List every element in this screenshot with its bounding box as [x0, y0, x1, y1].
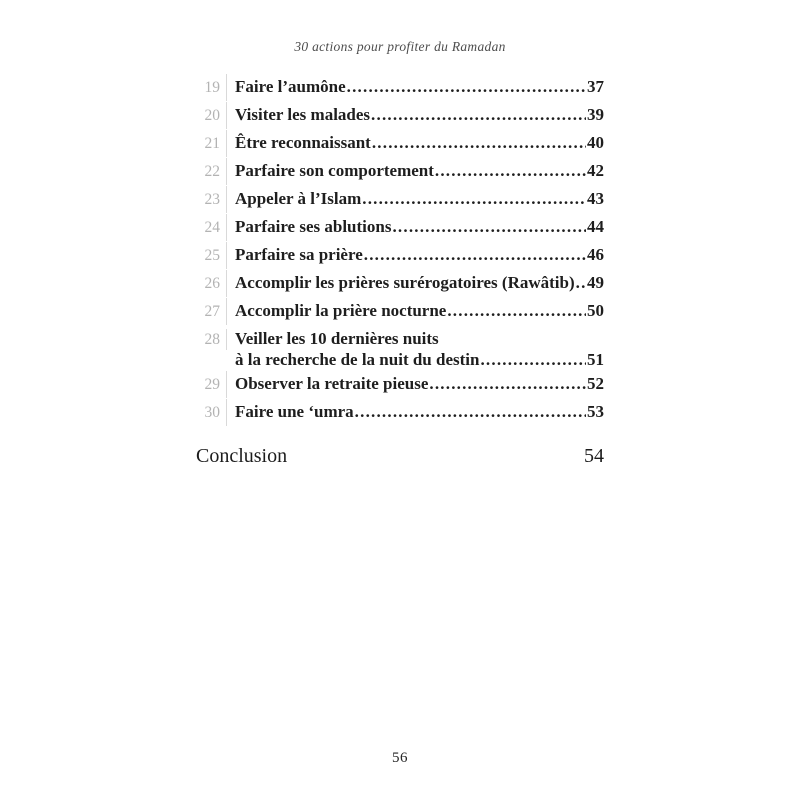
chapter-title: Accomplir la prière nocturne: [235, 301, 447, 320]
chapter-entry-body: [235, 101, 604, 128]
chapter-page: 40: [587, 133, 604, 152]
toc-entry: [196, 157, 604, 185]
chapter-page: 46: [587, 245, 604, 264]
chapter-page: 37: [587, 77, 604, 96]
folio-page-number: 56: [392, 750, 408, 766]
toc-entry: [196, 297, 604, 325]
chapter-title-line1: [235, 101, 604, 128]
chapter-title-line1: [235, 213, 604, 240]
chapter-entry-body: [235, 157, 604, 184]
chapter-entry-body: [235, 398, 604, 425]
chapter-page: 51: [587, 350, 604, 369]
chapter-entry-body: [235, 129, 604, 156]
dot-leader: [371, 101, 586, 128]
toc-entry: [196, 370, 604, 398]
dot-leader: [364, 241, 586, 268]
chapter-title: Faire l’aumône: [235, 77, 346, 96]
chapter-page: 44: [587, 217, 604, 236]
chapter-number: 25: [196, 242, 227, 269]
chapter-title-line1: [235, 129, 604, 156]
dot-leader: [347, 73, 586, 100]
chapter-entry-body: [235, 370, 604, 397]
conclusion-page: 54: [584, 445, 604, 467]
toc-entry: [196, 398, 604, 426]
dot-leader: [355, 398, 586, 425]
toc-entry: [196, 269, 604, 297]
dot-leader: [429, 370, 586, 397]
chapter-number: 27: [196, 298, 227, 325]
dot-leader: [392, 213, 586, 240]
chapter-title: Parfaire son comportement: [235, 161, 434, 180]
chapter-title-line1: [235, 297, 604, 324]
chapter-title-line1: [235, 241, 604, 268]
dot-leader: [480, 349, 586, 370]
chapter-title: Parfaire sa prière: [235, 245, 363, 264]
conclusion-row: [196, 443, 604, 470]
chapter-page: 53: [587, 402, 604, 421]
chapter-number: 21: [196, 130, 227, 157]
toc-list: [196, 73, 604, 426]
chapter-title-line1: [235, 157, 604, 184]
chapter-number: 20: [196, 102, 227, 129]
chapter-title: Observer la retraite pieuse: [235, 374, 429, 393]
chapter-page: 43: [587, 189, 604, 208]
chapter-entry-body: [235, 185, 604, 212]
chapter-number: 19: [196, 74, 227, 101]
chapter-number: 23: [196, 186, 227, 213]
dot-leader: [435, 157, 586, 184]
chapter-title-line1: [235, 398, 604, 425]
chapter-title-continued: à la recherche de la nuit du destin: [235, 350, 480, 369]
toc-entry: [196, 73, 604, 101]
chapter-page: 39: [587, 105, 604, 124]
toc-entry: [196, 213, 604, 241]
chapter-title-line2: [235, 349, 604, 370]
chapter-page: 49: [587, 273, 604, 292]
chapter-title: Accomplir les prières surérogatoires (Rawâtib): [235, 273, 575, 292]
chapter-title: Appeler à l’Islam: [235, 189, 362, 208]
dot-leader: [362, 185, 586, 212]
chapter-title: Parfaire ses ablutions: [235, 217, 392, 236]
chapter-entry-body: [235, 297, 604, 324]
chapter-number: 22: [196, 158, 227, 185]
chapter-number: 30: [196, 399, 227, 426]
chapter-entry-body: [235, 328, 604, 370]
chapter-title-line1: [235, 73, 604, 100]
chapter-entry-body: [235, 241, 604, 268]
dot-leader: [447, 297, 586, 324]
chapter-entry-body: [235, 213, 604, 240]
chapter-title: Visiter les malades: [235, 105, 371, 124]
toc-entry: [196, 325, 604, 370]
conclusion-label: Conclusion: [196, 445, 288, 467]
toc-entry: [196, 185, 604, 213]
chapter-title-line1: [235, 370, 604, 397]
running-header: 30 actions pour profiter du Ramadan: [294, 39, 506, 54]
chapter-title: Veiller les 10 dernières nuits: [235, 329, 439, 348]
chapter-title-line1: [235, 328, 604, 349]
chapter-title-line1: [235, 269, 604, 296]
chapter-page: 42: [587, 161, 604, 180]
chapter-entry-body: [235, 73, 604, 100]
chapter-title: Faire une ‘umra: [235, 402, 354, 421]
chapter-title: Être reconnaissant: [235, 133, 371, 152]
chapter-number: 26: [196, 270, 227, 297]
chapter-title-line1: [235, 185, 604, 212]
chapter-number: 24: [196, 214, 227, 241]
chapter-page: 52: [587, 374, 604, 393]
toc-entry: [196, 129, 604, 157]
chapter-number: 29: [196, 371, 227, 398]
chapter-page: 50: [587, 301, 604, 320]
dot-leader: [576, 269, 586, 296]
toc-entry: [196, 241, 604, 269]
table-of-contents: [196, 73, 604, 470]
toc-entry: [196, 101, 604, 129]
chapter-number: 28: [196, 329, 227, 350]
dot-leader: [372, 129, 586, 156]
chapter-entry-body: [235, 269, 604, 296]
